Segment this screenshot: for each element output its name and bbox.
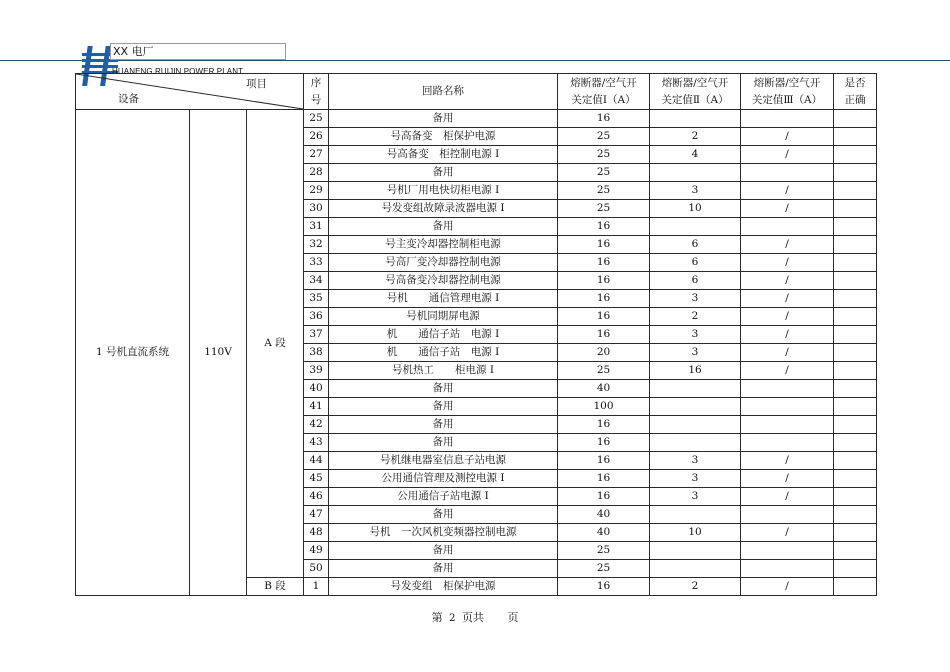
fuse2-value-cell xyxy=(650,380,741,398)
fuse2-value-cell: 3 xyxy=(650,470,741,488)
seq-header-line2: 号 xyxy=(310,93,322,106)
fuse2-value-cell: 4 xyxy=(650,146,741,164)
correct-check-cell xyxy=(834,110,877,128)
seq-cell: 32 xyxy=(304,236,329,254)
fuse1-value-cell: 25 xyxy=(558,362,650,380)
page-footer xyxy=(0,609,950,625)
fuse2-value-cell xyxy=(650,110,741,128)
fuse1-value-cell: 40 xyxy=(558,506,650,524)
circuit-name-cell: 号高备变 柜保护电源 xyxy=(329,128,558,146)
table-row xyxy=(76,110,877,128)
footer-prefix: 第 xyxy=(431,611,443,624)
seq-cell: 29 xyxy=(304,182,329,200)
fuse1-value-cell: 16 xyxy=(558,416,650,434)
correct-check-cell xyxy=(834,200,877,218)
fuse3-value-cell xyxy=(741,164,834,182)
voltage-cell: 110V xyxy=(190,110,247,596)
seq-cell: 26 xyxy=(304,128,329,146)
fuse1-value-cell: 16 xyxy=(558,272,650,290)
fuse1-value-cell: 40 xyxy=(558,524,650,542)
fuse1-value-cell: 25 xyxy=(558,200,650,218)
fuse3-value-cell: / xyxy=(741,236,834,254)
correct-check-cell xyxy=(834,218,877,236)
correct-check-cell xyxy=(834,236,877,254)
fuse3-value-cell xyxy=(741,506,834,524)
fuse1-value-cell: 100 xyxy=(558,398,650,416)
circuit-name-cell: 机 通信子站 电源 I xyxy=(329,344,558,362)
seq-cell: 31 xyxy=(304,218,329,236)
fuse1-value-cell: 16 xyxy=(558,236,650,254)
fuse2-value-cell: 6 xyxy=(650,272,741,290)
fuse1-header-line2: 关定值Ⅰ（A） xyxy=(571,93,636,106)
plant-name: XX 电厂 xyxy=(110,43,286,60)
correct-check-cell xyxy=(834,362,877,380)
correct-header-line2: 正确 xyxy=(844,93,866,106)
fuse1-value-cell: 16 xyxy=(558,470,650,488)
correct-check-cell xyxy=(834,254,877,272)
fuse2-value-cell xyxy=(650,218,741,236)
seq-cell: 38 xyxy=(304,344,329,362)
fuse2-value-cell: 2 xyxy=(650,128,741,146)
correct-header-line1: 是否 xyxy=(844,76,866,89)
seq-cell: 47 xyxy=(304,506,329,524)
correct-check-cell xyxy=(834,182,877,200)
fuse1-value-cell: 16 xyxy=(558,326,650,344)
correct-check-cell xyxy=(834,398,877,416)
correct-header xyxy=(834,74,877,110)
system-name-cell: 1 号机直流系统 xyxy=(76,110,190,596)
circuit-name-cell: 备用 xyxy=(329,218,558,236)
correct-check-cell xyxy=(834,470,877,488)
circuit-name-cell: 公用通信子站电源 I xyxy=(329,488,558,506)
seq-cell: 42 xyxy=(304,416,329,434)
fuse1-value-cell: 25 xyxy=(558,128,650,146)
correct-check-cell xyxy=(834,164,877,182)
table-header-row xyxy=(76,74,877,110)
fuse3-value-cell xyxy=(741,380,834,398)
seq-cell: 46 xyxy=(304,488,329,506)
seq-cell: 27 xyxy=(304,146,329,164)
fuse2-value-cell: 6 xyxy=(650,236,741,254)
seq-cell: 30 xyxy=(304,200,329,218)
seq-cell: 41 xyxy=(304,398,329,416)
circuit-name-cell: 公用通信管理及测控电源 I xyxy=(329,470,558,488)
fuse1-value-cell: 25 xyxy=(558,182,650,200)
fuse3-value-cell xyxy=(741,416,834,434)
seq-cell: 44 xyxy=(304,452,329,470)
fuse3-value-cell: / xyxy=(741,488,834,506)
seq-cell: 49 xyxy=(304,542,329,560)
seq-cell: 34 xyxy=(304,272,329,290)
fuse3-value-cell: / xyxy=(741,326,834,344)
fuse3-value-cell: / xyxy=(741,182,834,200)
fuse3-value-cell: / xyxy=(741,578,834,596)
fuse1-value-cell: 40 xyxy=(558,380,650,398)
fuse3-header xyxy=(741,74,834,110)
fuse2-value-cell: 16 xyxy=(650,362,741,380)
fuse3-value-cell: / xyxy=(741,128,834,146)
circuit-name-cell: 号高备变 柜控制电源 I xyxy=(329,146,558,164)
header-rule xyxy=(0,60,950,61)
fuse3-value-cell xyxy=(741,560,834,578)
correct-check-cell xyxy=(834,326,877,344)
correct-check-cell xyxy=(834,578,877,596)
equipment-header-label: 设备 xyxy=(118,93,139,105)
circuit-name-cell: 号高厂变冷却器控制电源 xyxy=(329,254,558,272)
fuse3-value-cell: / xyxy=(741,308,834,326)
fuse2-value-cell: 2 xyxy=(650,308,741,326)
fuse2-header-line1: 熔断器/空气开 xyxy=(661,76,729,89)
fuse3-value-cell xyxy=(741,398,834,416)
seq-header xyxy=(304,74,329,110)
circuit-header: 回路名称 xyxy=(329,74,558,110)
fuse2-value-cell xyxy=(650,434,741,452)
circuit-name-cell: 备用 xyxy=(329,380,558,398)
seq-cell: 33 xyxy=(304,254,329,272)
fuse3-header-line2: 关定值Ⅲ（A） xyxy=(751,93,823,106)
seq-cell: 35 xyxy=(304,290,329,308)
circuit-name-cell: 号机热工 柜电源 I xyxy=(329,362,558,380)
circuit-name-cell: 号机厂用电快切柜电源 I xyxy=(329,182,558,200)
fuse2-value-cell: 3 xyxy=(650,344,741,362)
fuse2-value-cell: 6 xyxy=(650,254,741,272)
correct-check-cell xyxy=(834,452,877,470)
fuse1-value-cell: 16 xyxy=(558,290,650,308)
correct-check-cell xyxy=(834,128,877,146)
seq-cell: 1 xyxy=(304,578,329,596)
fuse3-value-cell xyxy=(741,434,834,452)
fuse3-value-cell: / xyxy=(741,254,834,272)
fuse2-value-cell: 10 xyxy=(650,200,741,218)
fuse2-value-cell xyxy=(650,164,741,182)
section-b-cell: B 段 xyxy=(247,578,304,596)
fuse3-value-cell: / xyxy=(741,452,834,470)
fuse3-value-cell: / xyxy=(741,524,834,542)
fuse1-value-cell: 16 xyxy=(558,488,650,506)
fuse-settings-table xyxy=(75,73,877,596)
fuse3-value-cell xyxy=(741,218,834,236)
fuse2-value-cell xyxy=(650,416,741,434)
fuse3-value-cell: / xyxy=(741,362,834,380)
section-a-cell: A 段 xyxy=(247,110,304,578)
fuse2-value-cell: 10 xyxy=(650,524,741,542)
fuse2-value-cell xyxy=(650,560,741,578)
fuse1-value-cell: 16 xyxy=(558,578,650,596)
correct-check-cell xyxy=(834,542,877,560)
fuse1-value-cell: 25 xyxy=(558,560,650,578)
fuse2-header xyxy=(650,74,741,110)
circuit-name-cell: 备用 xyxy=(329,164,558,182)
fuse1-header xyxy=(558,74,650,110)
circuit-name-cell: 备用 xyxy=(329,542,558,560)
fuse3-value-cell: / xyxy=(741,146,834,164)
seq-cell: 39 xyxy=(304,362,329,380)
fuse2-value-cell: 3 xyxy=(650,182,741,200)
seq-cell: 25 xyxy=(304,110,329,128)
correct-check-cell xyxy=(834,344,877,362)
fuse3-value-cell: / xyxy=(741,290,834,308)
correct-check-cell xyxy=(834,290,877,308)
plant-subtitle: HUANENG RUIJIN POWER PLANT xyxy=(112,67,244,76)
correct-check-cell xyxy=(834,434,877,452)
fuse1-value-cell: 16 xyxy=(558,110,650,128)
correct-check-cell xyxy=(834,488,877,506)
circuit-name-cell: 号发变组故障录波器电源 I xyxy=(329,200,558,218)
seq-header-line1: 序 xyxy=(310,76,322,89)
fuse3-value-cell: / xyxy=(741,344,834,362)
fuse2-value-cell: 3 xyxy=(650,326,741,344)
fuse1-value-cell: 20 xyxy=(558,344,650,362)
circuit-name-cell: 号机继电器室信息子站电源 xyxy=(329,452,558,470)
seq-cell: 50 xyxy=(304,560,329,578)
fuse3-value-cell: / xyxy=(741,200,834,218)
correct-check-cell xyxy=(834,308,877,326)
fuse3-value-cell: / xyxy=(741,272,834,290)
fuse3-value-cell: / xyxy=(741,470,834,488)
correct-check-cell xyxy=(834,416,877,434)
fuse1-value-cell: 16 xyxy=(558,452,650,470)
seq-cell: 48 xyxy=(304,524,329,542)
fuse1-value-cell: 25 xyxy=(558,164,650,182)
correct-check-cell xyxy=(834,560,877,578)
circuit-name-cell: 号机 通信管理电源 I xyxy=(329,290,558,308)
seq-cell: 36 xyxy=(304,308,329,326)
item-equipment-header xyxy=(76,74,304,110)
fuse2-header-line2: 关定值Ⅱ（A） xyxy=(661,93,729,106)
seq-cell: 28 xyxy=(304,164,329,182)
fuse1-value-cell: 16 xyxy=(558,218,650,236)
fuse2-value-cell: 3 xyxy=(650,488,741,506)
circuit-name-cell: 号高备变冷却器控制电源 xyxy=(329,272,558,290)
fuse2-value-cell xyxy=(650,542,741,560)
circuit-name-cell: 备用 xyxy=(329,110,558,128)
fuse1-value-cell: 25 xyxy=(558,146,650,164)
circuit-name-cell: 号主变冷却器控制柜电源 xyxy=(329,236,558,254)
fuse2-value-cell: 2 xyxy=(650,578,741,596)
circuit-name-cell: 备用 xyxy=(329,398,558,416)
circuit-name-cell: 号机 一次风机变频器控制电源 xyxy=(329,524,558,542)
page-number: 2 xyxy=(449,613,456,624)
seq-cell: 40 xyxy=(304,380,329,398)
correct-check-cell xyxy=(834,380,877,398)
fuse3-value-cell xyxy=(741,110,834,128)
circuit-name-cell: 号机同期屏电源 xyxy=(329,308,558,326)
item-header-label: 项目 xyxy=(246,78,268,90)
circuit-name-cell: 号发变组 柜保护电源 xyxy=(329,578,558,596)
seq-cell: 37 xyxy=(304,326,329,344)
fuse1-value-cell: 16 xyxy=(558,254,650,272)
seq-cell: 45 xyxy=(304,470,329,488)
correct-check-cell xyxy=(834,524,877,542)
circuit-name-cell: 机 通信子站 电源 I xyxy=(329,326,558,344)
fuse2-value-cell: 3 xyxy=(650,452,741,470)
fuse1-header-line1: 熔断器/空气开 xyxy=(570,76,637,89)
fuse1-value-cell: 16 xyxy=(558,434,650,452)
fuse3-value-cell xyxy=(741,542,834,560)
fuse2-value-cell xyxy=(650,398,741,416)
fuse1-value-cell: 16 xyxy=(558,308,650,326)
footer-middle: 页共 xyxy=(461,611,484,624)
correct-check-cell xyxy=(834,146,877,164)
fuse2-value-cell xyxy=(650,506,741,524)
footer-suffix: 页 xyxy=(507,611,519,624)
circuit-name-cell: 备用 xyxy=(329,434,558,452)
correct-check-cell xyxy=(834,506,877,524)
circuit-name-cell: 备用 xyxy=(329,416,558,434)
circuit-name-cell: 备用 xyxy=(329,560,558,578)
correct-check-cell xyxy=(834,272,877,290)
seq-cell: 43 xyxy=(304,434,329,452)
fuse1-value-cell: 25 xyxy=(558,542,650,560)
fuse3-header-line1: 熔断器/空气开 xyxy=(753,76,821,89)
fuse2-value-cell: 3 xyxy=(650,290,741,308)
circuit-name-cell: 备用 xyxy=(329,506,558,524)
diagonal-divider xyxy=(76,74,303,109)
